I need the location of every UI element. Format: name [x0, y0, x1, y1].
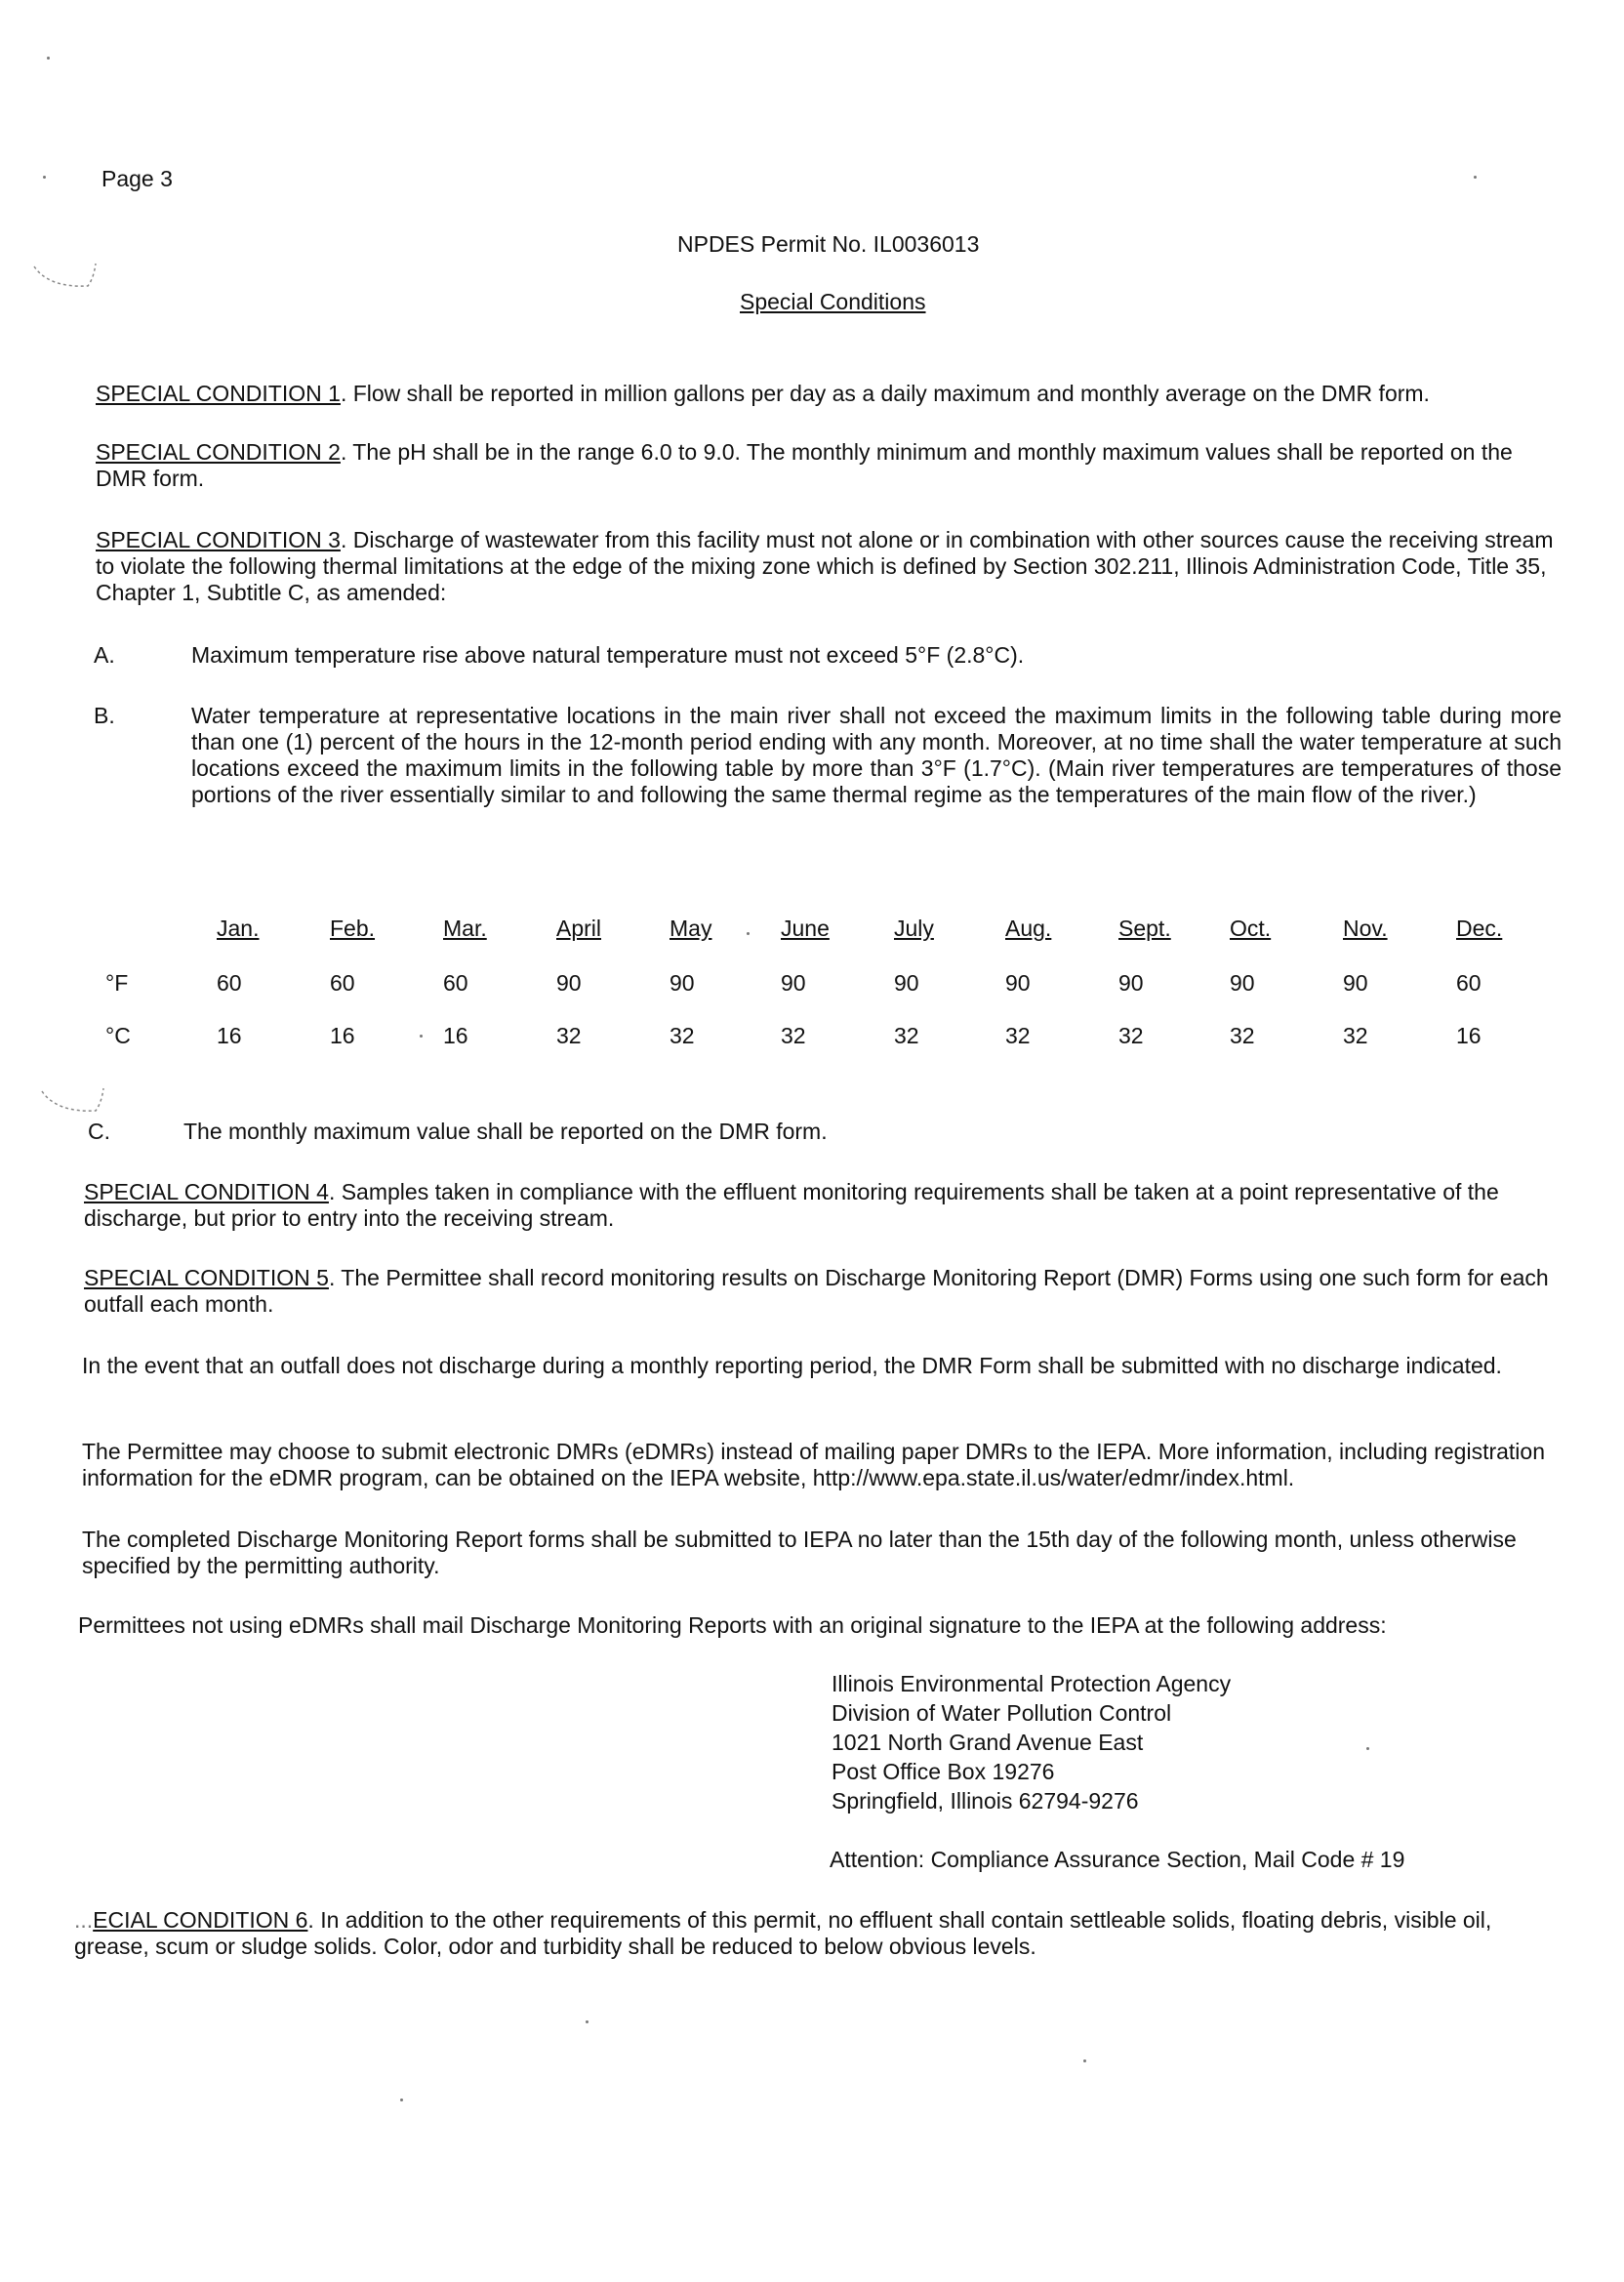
- scan-speck: [1083, 2059, 1086, 2062]
- scan-speck: [1474, 176, 1477, 179]
- table-cell: 32: [1343, 1023, 1368, 1048]
- table-cell: 32: [1118, 1023, 1144, 1048]
- address-line: Division of Water Pollution Control: [832, 1700, 1172, 1726]
- month-header: May: [670, 916, 712, 941]
- table-cell: 16: [443, 1023, 468, 1048]
- address-line: 1021 North Grand Avenue East: [832, 1730, 1144, 1755]
- table-cell: 32: [894, 1023, 919, 1048]
- row-label-fahrenheit: °F: [105, 970, 129, 996]
- month-header: Dec.: [1456, 916, 1503, 941]
- table-cell: 16: [1456, 1023, 1482, 1048]
- month-header: Oct.: [1230, 916, 1272, 941]
- special-condition-5: [84, 1265, 1550, 1318]
- scan-mark: [29, 259, 98, 298]
- table-cell: 90: [781, 970, 806, 996]
- scan-speck: [1366, 1747, 1369, 1750]
- special-condition-4-text: . Samples taken in compliance with the effluent monitoring requirements shall be taken at a point representative of the discharge, but prior to entry into the receiving stream.: [84, 1179, 1499, 1231]
- deadline-paragraph: The completed Discharge Monitoring Report forms shall be submitted to IEPA no later than the 15th day of the following month, unless otherwise specified by the permitting authority.: [82, 1527, 1517, 1578]
- permit-number: NPDES Permit No. IL0036013: [677, 231, 980, 257]
- scan-speck: [420, 1035, 423, 1038]
- attention-line: Attention: Compliance Assurance Section, Mail Code # 19: [830, 1847, 1405, 1872]
- month-header: Mar.: [443, 916, 487, 941]
- row-label-celsius: °C: [105, 1023, 131, 1048]
- special-condition-2-text: . The pH shall be in the range 6.0 to 9.0. The monthly minimum and monthly maximum values shall be reported on the DMR form.: [96, 439, 1513, 491]
- address-line: Springfield, Illinois 62794-9276: [832, 1788, 1139, 1813]
- table-cell: 32: [1230, 1023, 1255, 1048]
- scan-speck: [400, 2099, 403, 2101]
- special-condition-2-label: SPECIAL CONDITION 2: [96, 439, 341, 465]
- special-condition-1: [96, 381, 1569, 407]
- table-cell: 90: [1343, 970, 1368, 996]
- table-cell: 32: [781, 1023, 806, 1048]
- scan-speck: [43, 176, 46, 179]
- month-header: June: [781, 916, 830, 941]
- special-condition-3: [96, 527, 1571, 606]
- month-header: Feb.: [330, 916, 376, 941]
- table-cell: 90: [1118, 970, 1144, 996]
- special-condition-2: [96, 439, 1569, 492]
- address-line: Post Office Box 19276: [832, 1759, 1055, 1784]
- scan-mark: [37, 1083, 105, 1122]
- scan-speck: [586, 2020, 589, 2023]
- special-condition-6-prefix: ...: [74, 1907, 94, 1933]
- address-line: Illinois Environmental Protection Agency: [832, 1671, 1232, 1696]
- table-cell: 16: [330, 1023, 355, 1048]
- special-condition-3-text: . Discharge of wastewater from this facility must not alone or in combination with other sources cause the receiving stream to violate the following thermal limitations at the edge of the mixing zone which is defined by Section 302.211, Illinois Administration Code, Title 35, Chapter 1, Subtitle C, as amended:: [96, 527, 1554, 605]
- mailing-address: [832, 1671, 1231, 1817]
- no-discharge-paragraph: In the event that an outfall does not discharge during a monthly reporting period, the DMR Form shall be submitted with no discharge indicated.: [82, 1353, 1502, 1378]
- month-header: Jan.: [217, 916, 260, 941]
- page-number: Page 3: [102, 166, 173, 191]
- table-cell: 16: [217, 1023, 242, 1048]
- edmr-paragraph: The Permittee may choose to submit electronic DMRs (eDMRs) instead of mailing paper DMRs to the IEPA. More information, including registration information for the eDMR program, can be obtained on the IEPA website, http://www.epa.state.il.us/water/edmr/index.html.: [82, 1439, 1545, 1490]
- special-condition-1-label: SPECIAL CONDITION 1: [96, 381, 341, 406]
- item-a-letter: A.: [94, 642, 115, 668]
- mail-paragraph: Permittees not using eDMRs shall mail Discharge Monitoring Reports with an original signature to the IEPA at the following address:: [78, 1612, 1387, 1638]
- item-b-text: Water temperature at representative locations in the main river shall not exceed the maximum limits in the following table during more than one (1) percent of the hours in the 12-month period ending with any month. Moreover, at no time shall the water temperature at such locations exceed the maximum limits in the following table by more than 3°F (1.7°C). (Main river temperatures are temperatures of those portions of the river essentially similar to and following the same thermal regime as the temperatures of the main flow of the river.): [191, 703, 1562, 807]
- table-cell: 90: [1230, 970, 1255, 996]
- special-condition-1-text: . Flow shall be reported in million gallons per day as a daily maximum and monthly average on the DMR form.: [340, 381, 1430, 406]
- section-title: Special Conditions: [740, 289, 926, 314]
- scan-speck: [47, 57, 50, 60]
- special-condition-5-label: SPECIAL CONDITION 5: [84, 1265, 329, 1290]
- month-header: Sept.: [1118, 916, 1171, 941]
- item-b-letter: B.: [94, 703, 115, 728]
- item-c-letter: C.: [88, 1119, 110, 1144]
- month-header: Nov.: [1343, 916, 1388, 941]
- special-condition-4: [84, 1179, 1550, 1232]
- special-condition-5-text: . The Permittee shall record monitoring results on Discharge Monitoring Report (DMR) Forms using one such form for each outfall each month.: [84, 1265, 1549, 1317]
- item-a-text: Maximum temperature rise above natural temperature must not exceed 5°F (2.8°C).: [191, 642, 1025, 668]
- table-cell: 32: [556, 1023, 582, 1048]
- special-condition-6-label: ECIAL CONDITION 6: [93, 1907, 308, 1933]
- month-header: April: [556, 916, 602, 941]
- table-cell: 60: [217, 970, 242, 996]
- month-header: July: [894, 916, 934, 941]
- item-c-text: The monthly maximum value shall be reported on the DMR form.: [183, 1119, 828, 1144]
- table-cell: 32: [1005, 1023, 1031, 1048]
- special-condition-6-text: . In addition to the other requirements of this permit, no effluent shall contain settleable solids, floating debris, visible oil, grease, scum or sludge solids. Color, odor and turbidity shall be reduced to below obvious levels.: [74, 1907, 1492, 1959]
- month-header: Aug.: [1005, 916, 1052, 941]
- table-cell: 60: [443, 970, 468, 996]
- special-condition-4-label: SPECIAL CONDITION 4: [84, 1179, 329, 1204]
- table-cell: 90: [1005, 970, 1031, 996]
- table-cell: 90: [894, 970, 919, 996]
- table-cell: 60: [1456, 970, 1482, 996]
- special-condition-3-label: SPECIAL CONDITION 3: [96, 527, 341, 552]
- special-condition-6: [74, 1907, 1552, 1960]
- table-cell: 60: [330, 970, 355, 996]
- table-cell: 32: [670, 1023, 695, 1048]
- table-cell: 90: [556, 970, 582, 996]
- table-cell: 90: [670, 970, 695, 996]
